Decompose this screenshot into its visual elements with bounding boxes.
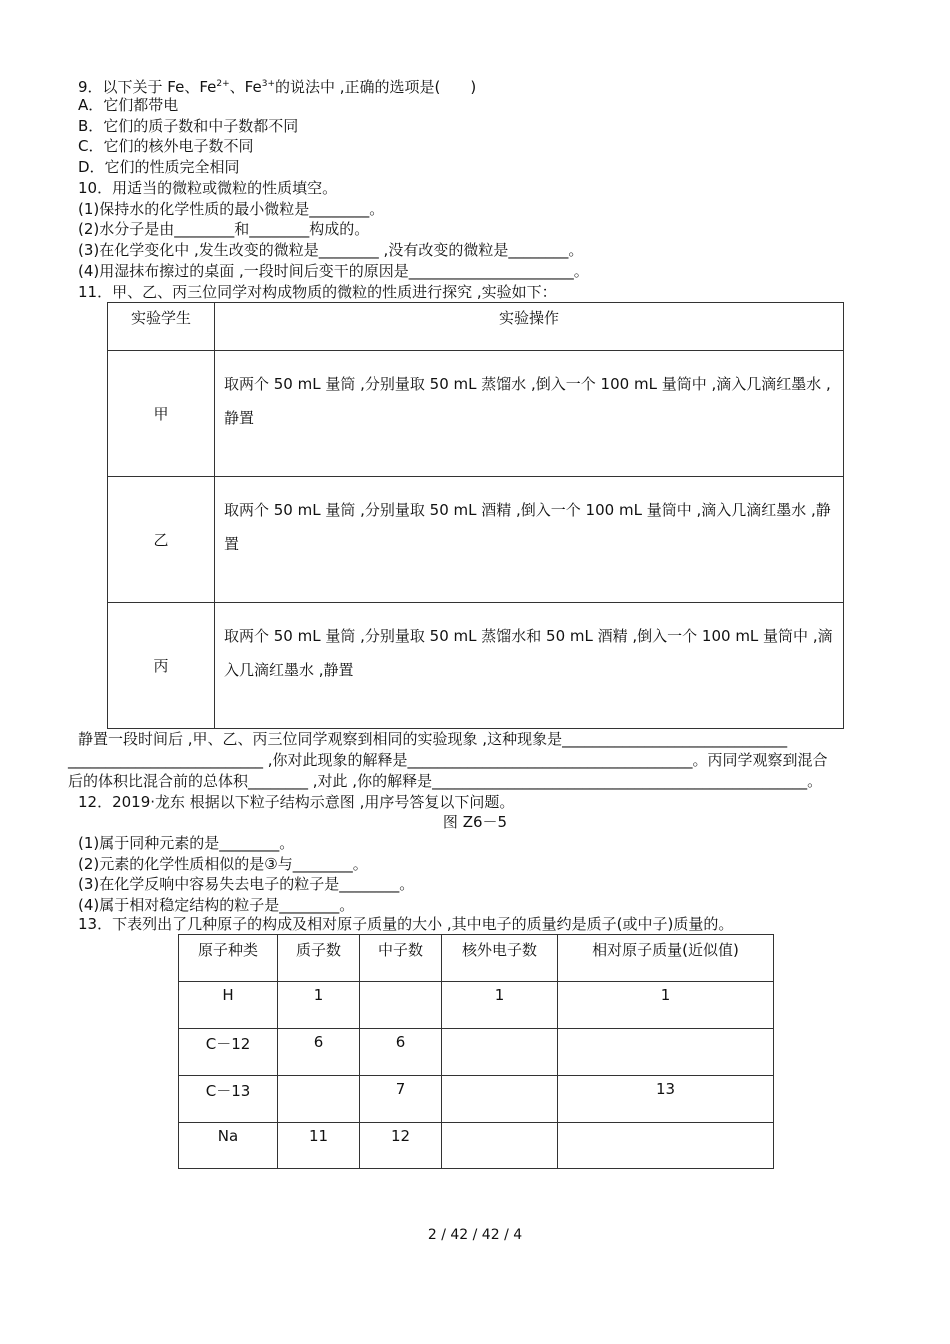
q10-item-2: (2)水分子是由________和________构成的。: [78, 220, 370, 238]
table-cell: 1: [278, 982, 360, 1029]
q10-item-1: (1)保持水的化学性质的最小微粒是________。: [78, 200, 385, 218]
page-footer: 2 / 42 / 42 / 4: [427, 1227, 523, 1243]
table-row: [108, 477, 844, 603]
header-protons: 质子数: [278, 935, 360, 982]
table-row: [179, 1123, 774, 1169]
q12-item-1: (1)属于同种元素的是________。: [78, 834, 295, 852]
q10-stem: 10．用适当的微粒或微粒的性质填空。: [78, 179, 338, 197]
q9-option-d: D．它们的性质完全相同: [78, 158, 240, 176]
table-cell: 13: [558, 1076, 774, 1123]
q9-stem-part: 9．以下关于 Fe、Fe: [78, 78, 217, 96]
table-cell: [558, 1123, 774, 1169]
q9-option-a: A．它们都带电: [78, 96, 179, 114]
table-cell: Na: [179, 1123, 278, 1169]
table-header-row: [179, 935, 774, 982]
table-row: [108, 351, 844, 477]
table-cell: C－13: [179, 1076, 278, 1123]
table-cell: C－12: [179, 1029, 278, 1076]
figure-caption: 图 Z6－5: [442, 813, 508, 831]
q11-stem: 11．甲、乙、丙三位同学对构成物质的微粒的性质进行探究 ,实验如下：: [78, 283, 557, 301]
table-row: [179, 982, 774, 1029]
table-cell: [278, 1076, 360, 1123]
table-row: [179, 1076, 774, 1123]
header-electrons: 核外电子数: [442, 935, 558, 982]
charge-superscript: 3+: [261, 79, 275, 89]
q12-item-4: (4)属于相对稳定结构的粒子是________。: [78, 896, 355, 914]
operation-cell: 取两个 50 mL 量筒 ,分别量取 50 mL 酒精 ,倒入一个 100 mL 量筒中 ,滴入几滴红墨水 ,静置: [215, 477, 844, 603]
q11-after-3: 后的体积比混合前的总体积________ ,对此 ,你的解释是__________________________________________________。: [68, 772, 823, 790]
table-header-row: [108, 303, 844, 351]
table-cell: [558, 1029, 774, 1076]
header-operation: 实验操作: [215, 303, 844, 351]
table-cell: [360, 982, 442, 1029]
atom-table: [178, 934, 774, 1169]
q9-stem: [78, 74, 476, 97]
table-row: [179, 1029, 774, 1076]
q9-stem-part: 、Fe: [229, 78, 262, 96]
q9-option-b: B．它们的质子数和中子数都不同: [78, 117, 299, 135]
charge-superscript: 2+: [216, 79, 230, 89]
table-row: [108, 603, 844, 729]
q10-item-4: (4)用湿抹布擦过的桌面 ,一段时间后变干的原因是______________________。: [78, 262, 589, 280]
table-cell: [442, 1029, 558, 1076]
table-cell: 7: [360, 1076, 442, 1123]
student-cell: 丙: [108, 603, 215, 729]
q13-stem: 13．下表列出了几种原子的构成及相对原子质量的大小 ,其中电子的质量约是质子(或中子)质量的。: [78, 915, 734, 933]
table-cell: [442, 1076, 558, 1123]
header-relative-mass: 相对原子质量(近似值): [558, 935, 774, 982]
q12-item-3: (3)在化学反响中容易失去电子的粒子是________。: [78, 875, 415, 893]
table-cell: H: [179, 982, 278, 1029]
q11-after-1: 静置一段时间后 ,甲、乙、丙三位同学观察到相同的实验现象 ,这种现象是______________________________: [78, 730, 788, 748]
q12-stem: 12．2019·龙东 根据以下粒子结构示意图 ,用序号答复以下问题。: [78, 793, 515, 811]
q10-item-3: (3)在化学变化中 ,发生改变的微粒是________ ,没有改变的微粒是________。: [78, 241, 584, 259]
q12-item-2: (2)元素的化学性质相似的是③与________。: [78, 855, 368, 873]
q9-option-c: C．它们的核外电子数不同: [78, 137, 254, 155]
table-cell: 6: [278, 1029, 360, 1076]
table-cell: 6: [360, 1029, 442, 1076]
student-cell: 甲: [108, 351, 215, 477]
header-neutrons: 中子数: [360, 935, 442, 982]
table-cell: [442, 1123, 558, 1169]
header-atom-type: 原子种类: [179, 935, 278, 982]
table-cell: 11: [278, 1123, 360, 1169]
q9-stem-part: 的说法中 ,正确的选项是( ): [275, 78, 477, 96]
experiment-table: [107, 302, 844, 729]
table-cell: 1: [558, 982, 774, 1029]
q11-after-2: __________________________ ,你对此现象的解释是______________________________________。丙同学观察到混合: [68, 751, 828, 769]
student-cell: 乙: [108, 477, 215, 603]
header-student: 实验学生: [108, 303, 215, 351]
operation-cell: 取两个 50 mL 量筒 ,分别量取 50 mL 蒸馏水 ,倒入一个 100 mL 量筒中 ,滴入几滴红墨水 ,静置: [215, 351, 844, 477]
operation-cell: 取两个 50 mL 量筒 ,分别量取 50 mL 蒸馏水和 50 mL 酒精 ,倒入一个 100 mL 量筒中 ,滴入几滴红墨水 ,静置: [215, 603, 844, 729]
table-cell: 1: [442, 982, 558, 1029]
table-cell: 12: [360, 1123, 442, 1169]
